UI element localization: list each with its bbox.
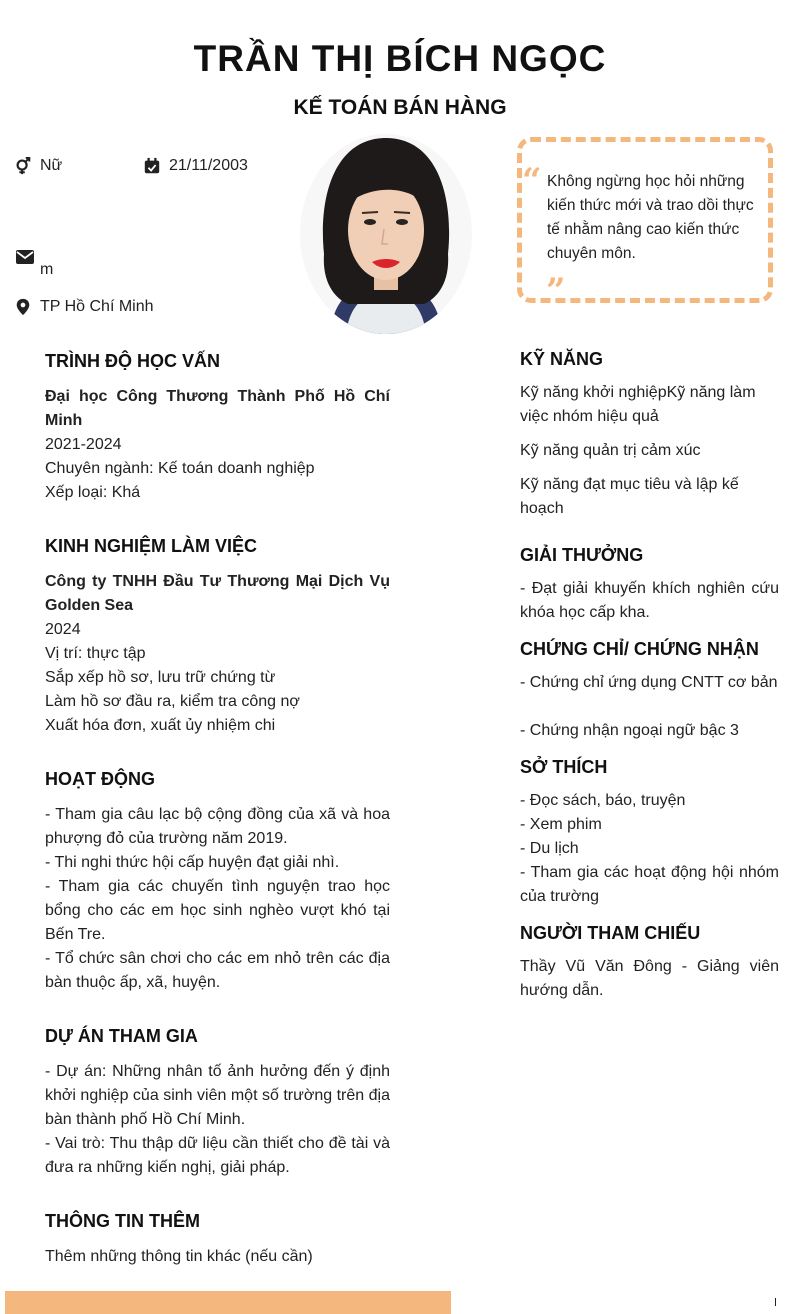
projects-heading: DỰ ÁN THAM GIA (45, 1026, 198, 1046)
hobbies-heading: SỞ THÍCH (520, 757, 608, 777)
activity-item: - Tham gia các chuyến tình nguyện trao học bổng cho các em học sinh nghèo vượt khó tại Bến Tre. (45, 878, 390, 943)
candidate-name: TRẦN THỊ BÍCH NGỌC (193, 38, 607, 79)
activity-item: - Thi nghi thức hội cấp huyện đạt giải nhì. (45, 854, 340, 871)
birthdate-value: 21/11/2003 (169, 157, 248, 174)
education-heading: TRÌNH ĐỘ HỌC VẤN (45, 351, 220, 371)
certificate-item: - Chứng chỉ ứng dụng CNTT cơ bản (520, 674, 778, 691)
skills-heading: KỸ NĂNG (520, 349, 604, 369)
location-row (14, 298, 154, 316)
envelope-icon-wrap (14, 247, 36, 269)
activities-heading: HOẠT ĐỘNG (45, 769, 155, 789)
hobby-item: - Du lịch (520, 840, 579, 857)
job-title: KẾ TOÁN BÁN HÀNG (293, 96, 507, 119)
project-item: - Dự án: Những nhân tố ảnh hưởng đến ý định khởi nghiệp của sinh viên một số trường trên địa bàn thành phố Hồ Chí Minh. (45, 1063, 390, 1128)
birthdate-row (143, 157, 248, 175)
close-quote-icon: ” (546, 271, 566, 311)
extra-text: Thêm những thông tin khác (nếu cần) (45, 1248, 313, 1265)
education-major: Chuyên ngành: Kế toán doanh nghiệp (45, 460, 315, 477)
certificates-heading: CHỨNG CHỈ/ CHỨNG NHẬN (520, 639, 759, 659)
references-heading: NGƯỜI THAM CHIẾU (520, 923, 701, 943)
education-school: Đại học Công Thương Thành Phố Hồ Chí Minh (45, 388, 390, 429)
project-item: - Vai trò: Thu thập dữ liệu cần thiết cho đề tài và đưa ra những kiến nghị, giải pháp. (45, 1135, 390, 1176)
hobby-item: - Đọc sách, báo, truyện (520, 792, 686, 809)
education-years: 2021-2024 (45, 436, 122, 453)
activity-item: - Tổ chức sân chơi cho các em nhỏ trên các địa bàn thuộc ấp, xã, huyện. (45, 950, 390, 991)
experience-task: Làm hồ sơ đầu ra, kiểm tra công nợ (45, 693, 300, 710)
gender-icon (14, 157, 32, 175)
hobby-item: - Tham gia các hoạt động hội nhóm của trường (520, 864, 779, 905)
awards-text: - Đạt giải khuyến khích nghiên cứu khóa học cấp kha. (520, 580, 779, 621)
email-value[interactable]: m (40, 261, 54, 278)
references-text: Thầy Vũ Văn Đông - Giảng viên hướng dẫn. (520, 958, 779, 999)
experience-task: Xuất hóa đơn, xuất ủy nhiệm chi (45, 717, 276, 734)
experience-company: Công ty TNHH Đầu Tư Thương Mại Dịch Vụ Golden Sea (45, 573, 390, 614)
certificate-item: - Chứng nhận ngoại ngữ bậc 3 (520, 722, 739, 739)
experience-position: Vị trí: thực tập (45, 645, 146, 662)
open-quote-icon: “ (522, 161, 542, 201)
experience-task: Sắp xếp hồ sơ, lưu trữ chứng từ (45, 669, 276, 686)
calendar-icon (143, 157, 161, 175)
skill-item: Kỹ năng đạt mục tiêu và lập kế hoạch (520, 476, 739, 517)
footer-accent-bar (5, 1291, 451, 1314)
envelope-icon (14, 247, 36, 267)
hobby-item: - Xem phim (520, 816, 602, 833)
quote-text: Không ngừng học hỏi những kiến thức mới và trao dồi thực tế nhằm nâng cao kiến thức chuyên môn. (547, 173, 754, 262)
skill-item: Kỹ năng quản trị cảm xúc (520, 442, 701, 459)
footer-tick (775, 1298, 776, 1306)
location-pin-icon (14, 298, 32, 316)
profile-photo (300, 134, 472, 334)
experience-heading: KINH NGHIỆM LÀM VIỆC (45, 536, 258, 556)
extra-heading: THÔNG TIN THÊM (45, 1211, 200, 1231)
gender-value: Nữ (40, 157, 63, 174)
gender-row (14, 157, 62, 175)
location-value: TP Hồ Chí Minh (40, 298, 154, 315)
experience-year: 2024 (45, 621, 81, 638)
quote-box (517, 137, 773, 311)
awards-heading: GIẢI THƯỞNG (520, 545, 644, 565)
activity-item: - Tham gia câu lạc bộ cộng đồng của xã và hoa phượng đỏ của trường năm 2019. (45, 806, 390, 847)
education-grade: Xếp loại: Khá (45, 484, 141, 501)
skill-item: Kỹ năng khởi nghiệpKỹ năng làm việc nhóm hiệu quả (520, 384, 756, 425)
